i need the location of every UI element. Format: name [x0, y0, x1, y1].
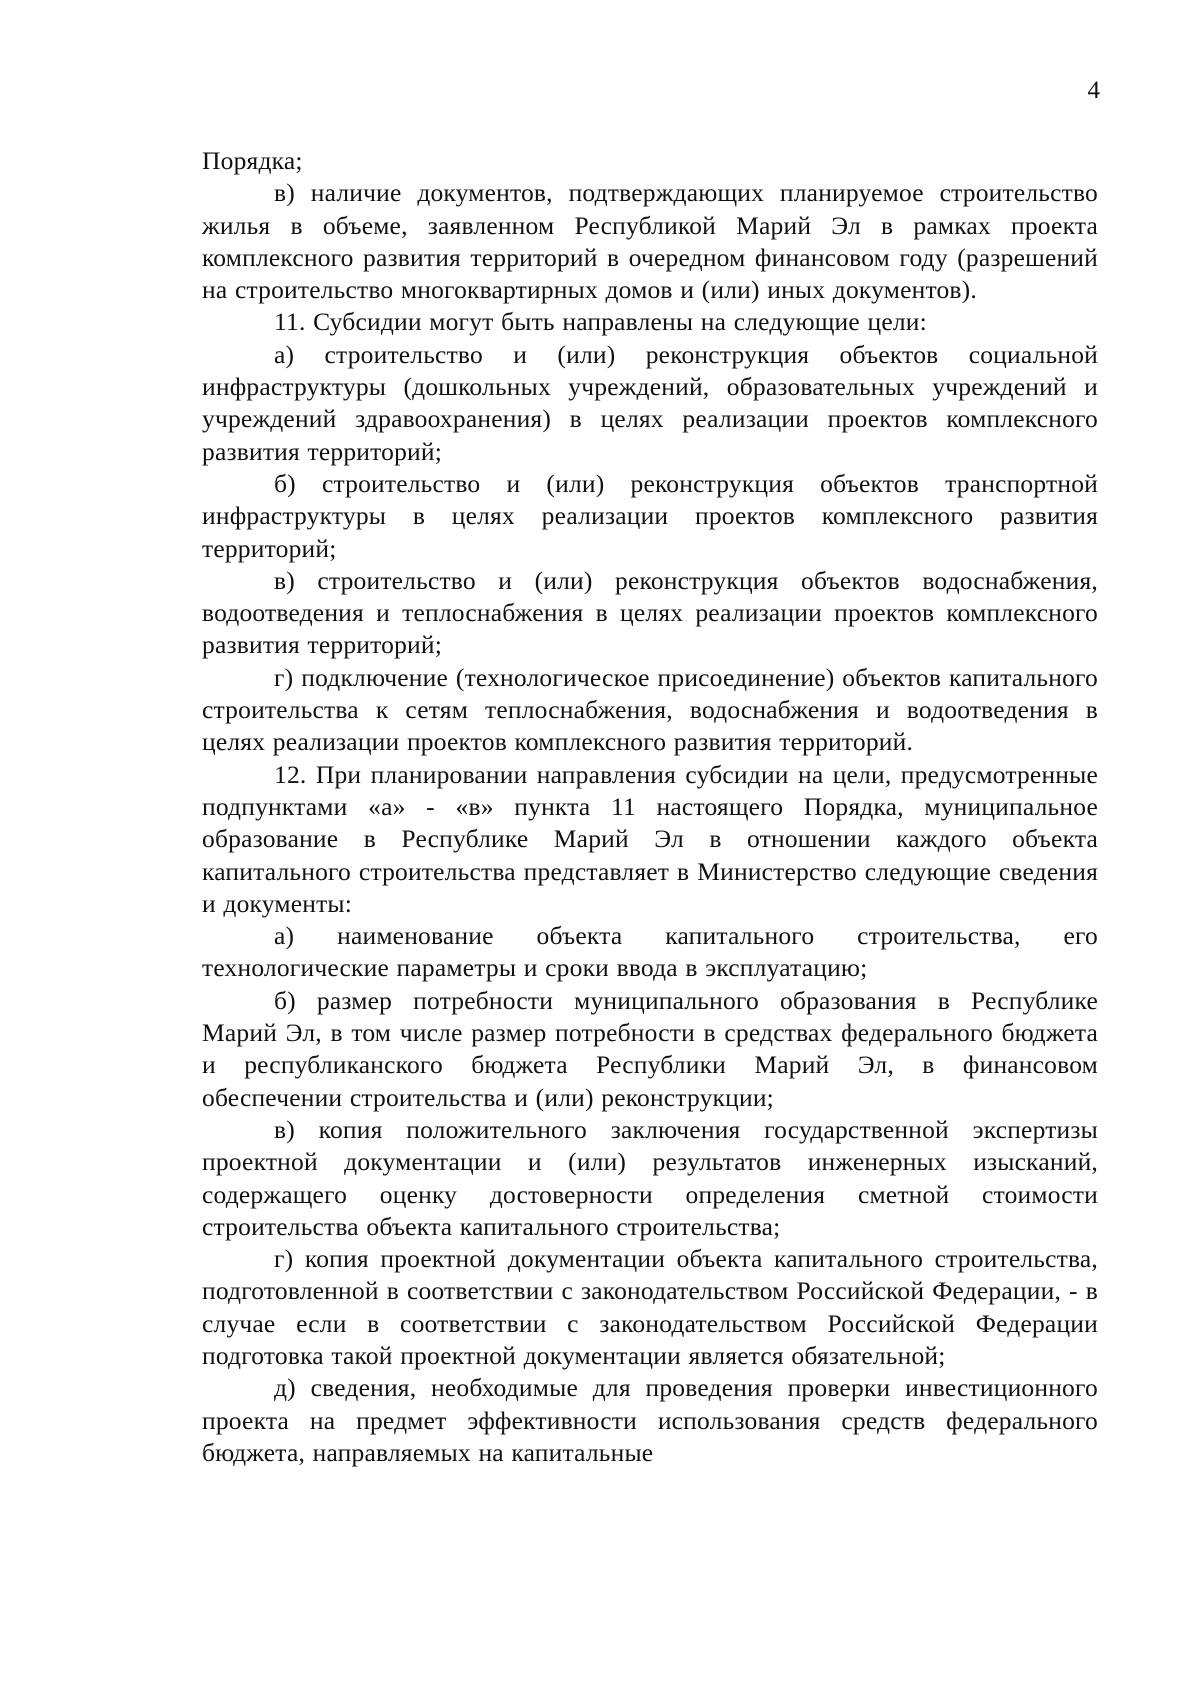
paragraph-11-b: б) строительство и (или) реконструкция объектов транспортной инфраструктуры в целях реализации проектов комплексного развития территорий; [202, 468, 1098, 563]
paragraph-12-v: в) копия положительного заключения государственной экспертизы проектной документации и (или) результатов инженерных изысканий, содержащего оценку достоверности определения сметной стоимости строительства объекта капитального строительства; [202, 1114, 1098, 1241]
paragraph-12-b: б) размер потребности муниципального образования в Республике Марий Эл, в том числе размер потребности в средствах федерального бюджета и республиканского бюджета Республики Марий Эл, в финансовом обеспечении строительства и (или) реконструкции; [202, 985, 1098, 1112]
paragraph-12-heading: 12. При планировании направления субсидии на цели, предусмотренные подпунктами «а» - «в» пункта 11 настоящего Порядка, муниципальное образование в Республике Марий Эл в отношении каждого объекта капитального строительства представляет в Министерство следующие сведения и документы: [202, 759, 1098, 918]
page-number: 4 [1087, 77, 1100, 104]
paragraph-12-a: а) наименование объекта капитального строительства, его технологические параметры и сроки ввода в эксплуатацию; [202, 921, 1098, 983]
paragraph-11-a: а) строительство и (или) реконструкция объектов социальной инфраструктуры (дошкольных учреждений, образовательных учреждений и учреждений здравоохранения) в целях реализации проектов комплексного развития территорий; [202, 339, 1098, 466]
document-body [202, 145, 1098, 1469]
paragraph-12-d: д) сведения, необходимые для проведения проверки инвестиционного проекта на предмет эффективности использования средств федерального бюджета, направляемых на капитальные [202, 1373, 1098, 1467]
paragraph-12-g: г) копия проектной документации объекта капитального строительства, подготовленной в соответствии с законодательством Российской Федерации, - в случае если в соответствии с законодательством Российской Федерации подготовка такой проектной документации является обязательной; [202, 1244, 1098, 1370]
paragraph-11-v: в) строительство и (или) реконструкция объектов водоснабжения, водоотведения и теплоснабжения в целях реализации проектов комплексного развития территорий; [202, 565, 1098, 660]
paragraph-11-g: г) подключение (технологическое присоединение) объектов капитального строительства к сетям теплоснабжения, водоснабжения и водоотведения в целях реализации проектов комплексного развития территорий. [202, 662, 1098, 757]
paragraph-continuation: Порядка; [202, 146, 303, 175]
paragraph-11-heading: 11. Субсидии могут быть направлены на следующие цели: [274, 307, 927, 337]
paragraph-item-v-documents: в) наличие документов, подтверждающих планируемое строительство жилья в объеме, заявленном Республикой Марий Эл в рамках проекта комплексного развития территорий в очередном финансовом году (разрешений на строительство многоквартирных домов и (или) иных документов). [202, 178, 1098, 305]
